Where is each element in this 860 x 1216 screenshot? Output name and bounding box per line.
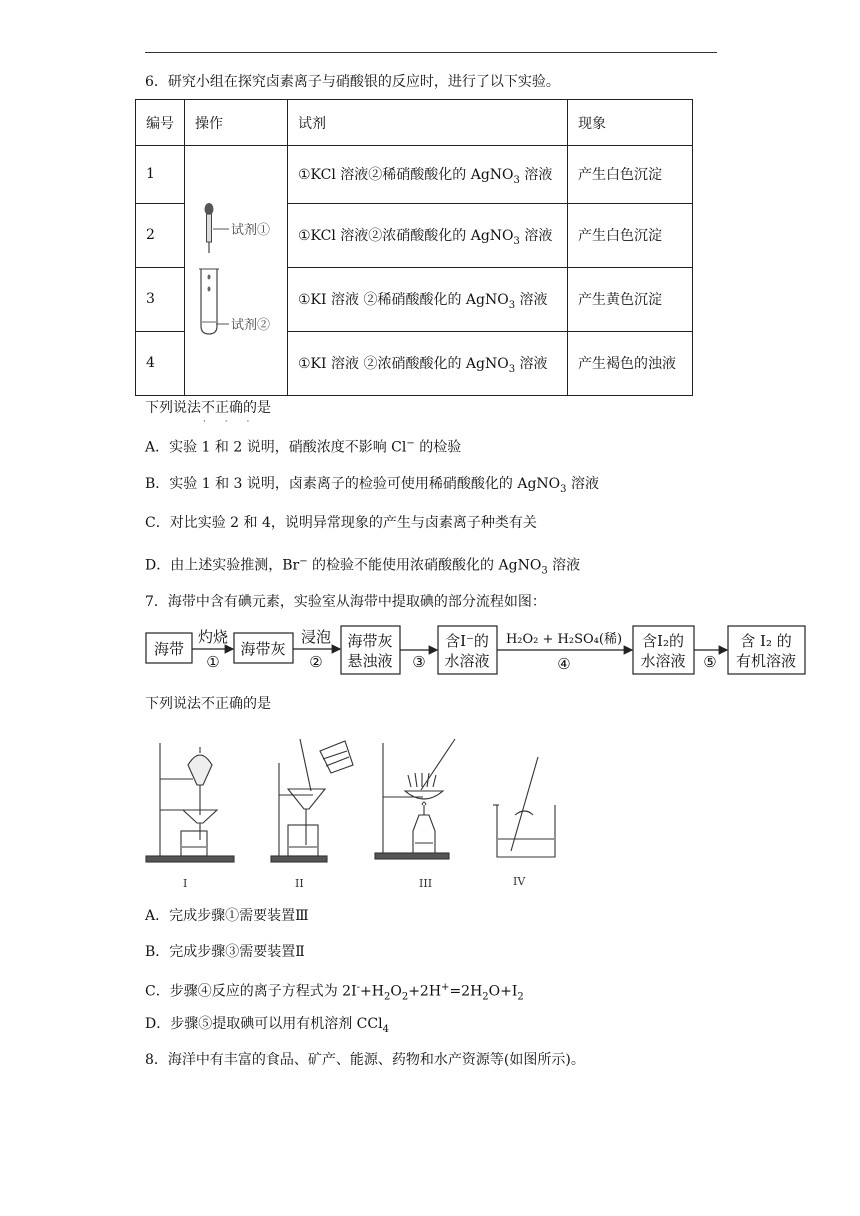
apparatus-cell	[185, 146, 288, 396]
dropper-testtube-illustration	[185, 146, 287, 391]
q6-prompt: 下列说法不正确的是	[145, 400, 271, 416]
row-reagent: ①KI 溶液 ②稀硝酸酸化的 AgNO$_3$ 溶液	[288, 267, 568, 331]
label-reagent-2: 试剂②	[231, 317, 271, 332]
header-rule	[145, 52, 717, 53]
flow-num-3: ③	[412, 653, 426, 671]
q7-option-b: B．完成步骤③需要装置Ⅱ	[145, 944, 305, 960]
flow-num-4: ④	[557, 655, 571, 673]
q6-option-a: A．实验 1 和 2 说明，硝酸浓度不影响 Cl− 的检验	[145, 438, 462, 456]
flow-box-iodine-org-l1: 含 I₂ 的	[740, 632, 792, 650]
row-reagent: ①KCl 溶液②稀硝酸酸化的 AgNO$_3$ 溶液	[288, 146, 568, 204]
q7-option-c: C．步骤④反应的离子方程式为 $2I^-+H_2O_2+2H^+=2H_2O+I_2$	[145, 982, 524, 1003]
row-phenomenon: 产生白色沉淀	[568, 203, 693, 267]
figure-label-i: I	[183, 877, 188, 890]
flow-box-suspension-l2: 悬浊液	[347, 652, 393, 670]
flow-step-soak: 浸泡	[300, 628, 332, 646]
row-no: 2	[136, 203, 185, 267]
header-no: 编号	[136, 100, 185, 146]
q8-stem: 8．海洋中有丰富的食品、矿产、能源、药物和水产资源等(如图所示)。	[145, 1052, 585, 1068]
row-phenomenon: 产生褐色的浊液	[568, 331, 693, 395]
q6-option-d: D．由上述实验推测，Br− 的检验不能使用浓硝酸酸化的 AgNO$_3$ 溶液	[145, 556, 581, 577]
q6-option-c: C．对比实验 2 和 4，说明异常现象的产生与卤素离子种类有关	[145, 515, 537, 531]
header-phenomenon: 现象	[568, 100, 693, 146]
flow-box-seaweed: 海带	[153, 640, 185, 658]
row-phenomenon: 产生黄色沉淀	[568, 267, 693, 331]
experiment-table	[135, 99, 693, 396]
figure-label-iv: IV	[513, 875, 526, 888]
q6-option-b: B．实验 1 和 3 说明，卤素离子的检验可使用稀硝酸酸化的 AgNO$_3$ 溶液	[145, 476, 599, 495]
q6-stem: 6．研究小组在探究卤素离子与硝酸银的反应时，进行了以下实验。	[145, 74, 560, 90]
row-no: 4	[136, 331, 185, 395]
flow-num-5: ⑤	[703, 653, 717, 671]
row-reagent: ①KI 溶液 ②浓硝酸酸化的 AgNO$_3$ 溶液	[288, 331, 568, 395]
row-no: 3	[136, 267, 185, 331]
q7-option-a: A．完成步骤①需要装置Ⅲ	[145, 908, 309, 924]
flow-box-iodine-aq-l2: 水溶液	[640, 652, 686, 670]
flow-box-iodide-l2: 水溶液	[444, 652, 490, 670]
q7-option-d: D．步骤⑤提取碘可以用有机溶剂 CCl$_4$	[145, 1016, 389, 1035]
flow-box-iodide-l1: 含I⁻的	[445, 632, 489, 650]
flow-box-ash: 海带灰	[240, 640, 286, 658]
header-operation: 操作	[185, 100, 288, 146]
q7-prompt: 下列说法不正确的是	[145, 696, 271, 712]
label-reagent-1: 试剂①	[231, 222, 271, 237]
flow-box-suspension-l1: 海带灰	[347, 632, 393, 650]
row-reagent: ①KCl 溶液②浓硝酸酸化的 AgNO$_3$ 溶液	[288, 203, 568, 267]
row-no: 1	[136, 146, 185, 204]
flow-num-2: ②	[309, 653, 323, 671]
figure-label-ii: II	[295, 877, 304, 890]
header-reagent: 试剂	[288, 100, 568, 146]
apparatus-i-separatory-funnel	[146, 743, 234, 862]
iodine-extraction-flowchart	[143, 622, 808, 682]
row-phenomenon: 产生白色沉淀	[568, 146, 693, 204]
emphasis-dots: · · ·	[203, 417, 258, 427]
flow-step-oxidize: H₂O₂ + H₂SO₄(稀)	[505, 632, 623, 647]
apparatus-figures	[143, 735, 563, 895]
figure-label-iii: III	[419, 877, 433, 890]
flow-num-1: ①	[206, 653, 220, 671]
flow-box-iodine-aq-l1: 含I₂的	[642, 632, 684, 650]
apparatus-ii-filtration	[271, 739, 353, 862]
apparatus-iii-evaporation	[375, 739, 455, 859]
flow-box-iodine-org-l2: 有机溶液	[735, 652, 797, 670]
table-header-row	[136, 100, 693, 146]
table-row	[136, 146, 693, 204]
q7-stem: 7．海带中含有碘元素，实验室从海带中提取碘的部分流程如图：	[145, 594, 546, 610]
flow-step-burn: 灼烧	[197, 628, 229, 646]
apparatus-iv-beaker-stirring	[493, 757, 555, 857]
